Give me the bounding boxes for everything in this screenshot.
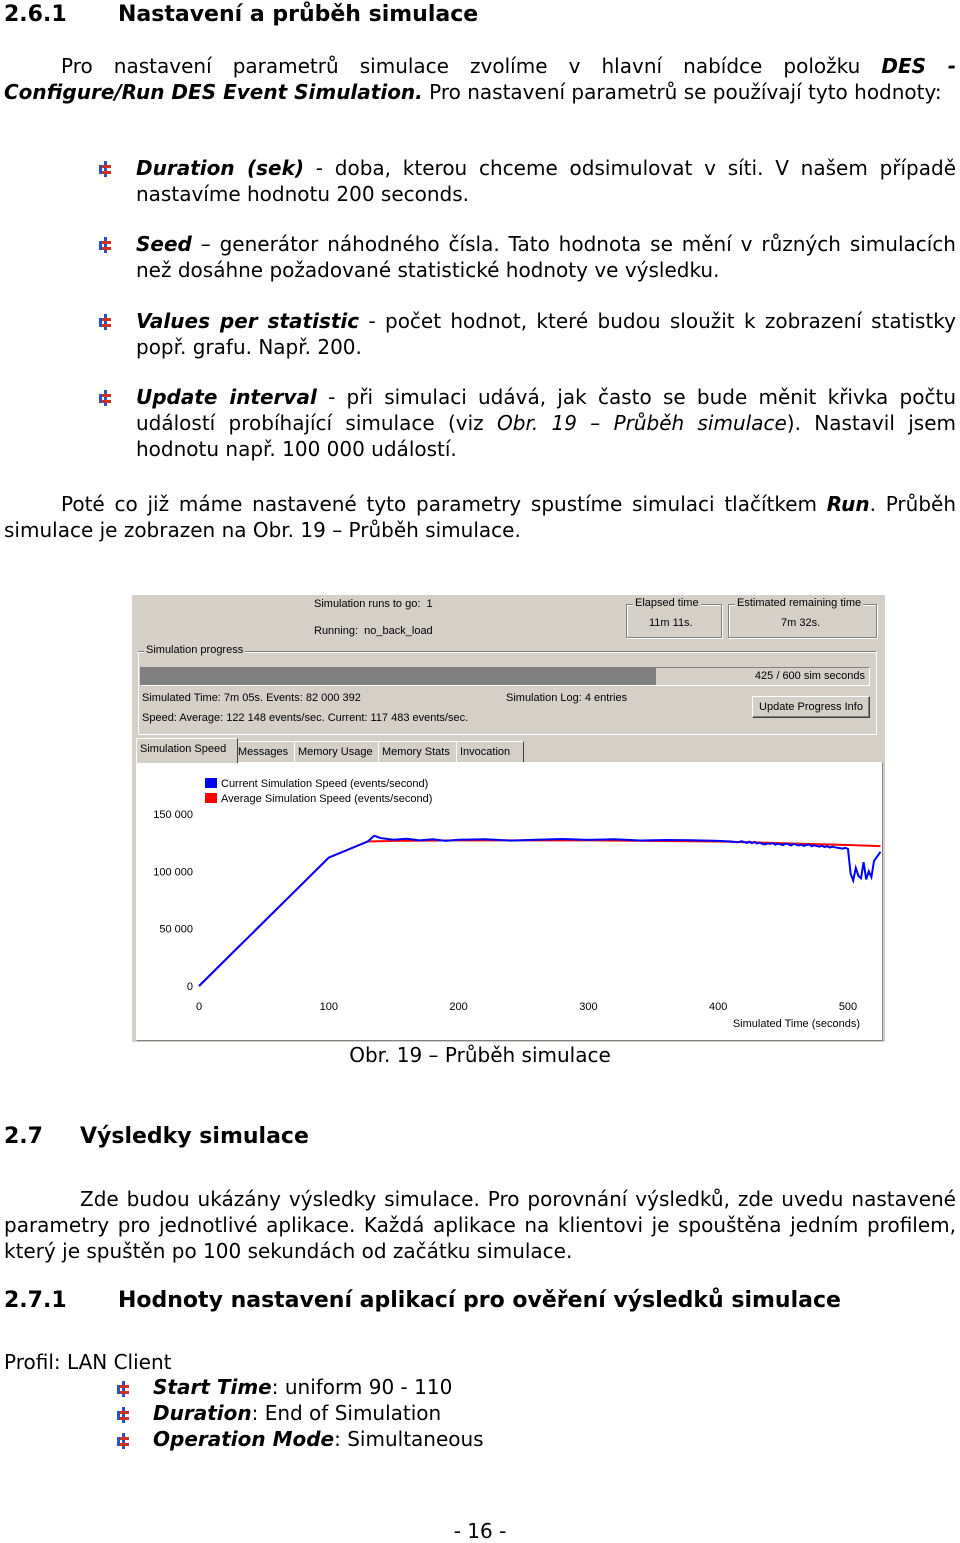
tab-messages[interactable]: Messages: [234, 741, 296, 763]
param-seed: [136, 231, 956, 283]
menu-path: DES - Configure/Run DES Event Simulation.: [4, 54, 956, 104]
simulated-time-events: Simulated Time: 7m 05s. Events: 82 000 392: [142, 692, 361, 704]
section-title: Hodnoty nastavení aplikací pro ověření výsledků simulace: [118, 1288, 841, 1313]
param-term: Values per statistic: [136, 309, 360, 333]
x-axis-label: Simulated Time (seconds): [732, 1018, 860, 1030]
y-tick-label: 50 000: [159, 923, 193, 936]
section-heading-2-7: [4, 1124, 309, 1149]
remaining-time-value: 7m 32s.: [781, 617, 821, 629]
running-profile: Running: no_back_load: [314, 625, 433, 637]
simulation-speed-readout: Speed: Average: 122 148 events/sec. Current: 117 483 events/sec.: [142, 712, 469, 724]
legend-label: Current Simulation Speed (events/second): [221, 778, 429, 790]
simulation-progress-group: Simulation progress: [138, 651, 876, 734]
progress-bar-fill: [141, 668, 656, 685]
section-number: 2.7: [4, 1124, 43, 1149]
tab-memory-stats[interactable]: Memory Stats: [378, 741, 458, 763]
bullet-icon: [98, 161, 114, 177]
x-tick-label: 200: [449, 1001, 468, 1013]
param-text-tail: ). Nastavil jsem hodnotu např. 100 000 událostí.: [136, 411, 956, 461]
tab-panel: [136, 762, 883, 1041]
simulation-window-screenshot: [132, 595, 885, 1042]
param-text: - počet hodnot, které budou sloužit k zobrazení statistky popř. grafu. Např. 200.: [136, 309, 956, 359]
section-heading-2-6-1: [4, 2, 478, 27]
profile-item-start-time: Start Time: uniform 90 - 110: [153, 1375, 453, 1399]
profile-label: Profil: LAN Client: [4, 1350, 172, 1374]
legend-swatch: [205, 793, 217, 803]
x-tick-label: 100: [319, 1001, 338, 1013]
remaining-time-box: Estimated remaining time 7m 32s.: [728, 604, 877, 638]
profile-item-duration: Duration: End of Simulation: [153, 1401, 442, 1425]
tab-invocation[interactable]: Invocation: [456, 741, 524, 763]
bullet-icon: [98, 314, 114, 330]
run-keyword: Run: [826, 492, 870, 516]
page-number: - 16 -: [453, 1519, 507, 1543]
legend-label: Average Simulation Speed (events/second): [221, 793, 433, 805]
run-paragraph: [4, 491, 956, 543]
bullet-icon: [116, 1381, 132, 1397]
section-title: Nastavení a průběh simulace: [118, 2, 479, 27]
figure-reference: Obr. 19 – Průběh simulace: [497, 411, 787, 435]
param-term: Update interval: [136, 385, 317, 409]
progress-bar: [140, 667, 870, 686]
run-text-2: . Průběh simulace je zobrazen na Obr. 19 – Průběh simulace.: [4, 492, 956, 542]
tab-memory-usage[interactable]: Memory Usage: [294, 741, 380, 763]
param-term: Duration (sek): [136, 156, 305, 180]
intro-paragraph: [4, 53, 956, 105]
param-update: [136, 384, 956, 462]
x-tick-label: 0: [195, 1001, 203, 1013]
bullet-icon: [116, 1433, 132, 1449]
legend-swatch: [205, 778, 217, 788]
speed-chart: [137, 763, 882, 1040]
intro-text: Pro nastavení parametrů simulace zvolíme v hlavní nabídce položku: [61, 54, 882, 78]
section-number: 2.7.1: [4, 1288, 67, 1313]
bullet-icon: [116, 1407, 132, 1423]
intro-text-2: Pro nastavení parametrů se používají tyto hodnoty:: [422, 80, 942, 104]
x-tick-label: 400: [709, 1001, 728, 1013]
elapsed-time-value: 11m 11s.: [649, 617, 693, 629]
y-tick-label: 0: [186, 981, 193, 993]
param-values: [136, 308, 956, 360]
tab-simulation-speed[interactable]: Simulation Speed: [136, 738, 238, 763]
param-term: Seed: [136, 232, 192, 256]
run-text: Poté co již máme nastavené tyto parametry spustíme simulaci tlačítkem: [61, 492, 827, 516]
bullet-icon: [98, 390, 114, 406]
simulation-log-link[interactable]: Simulation Log: 4 entries: [506, 692, 628, 704]
runs-to-go: Simulation runs to go: 1: [314, 598, 433, 610]
x-tick-label: 300: [579, 1001, 598, 1013]
profile-item-operation-mode: Operation Mode: Simultaneous: [153, 1427, 484, 1451]
param-duration: [136, 155, 956, 207]
section-heading-2-7-1: [4, 1288, 841, 1313]
y-tick-label: 100 000: [153, 866, 193, 879]
figure-caption: Obr. 19 – Průběh simulace: [349, 1043, 611, 1067]
progress-text: 425 / 600 sim seconds: [754, 670, 865, 682]
y-tick-label: 150 000: [153, 809, 193, 821]
param-text: – generátor náhodného čísla. Tato hodnota se mění v různých simulacích než dosáhne požadované statistické hodnoty ve výsledku.: [136, 232, 956, 282]
bullet-icon: [98, 237, 114, 253]
results-paragraph: Zde budou ukázány výsledky simulace. Pro porovnání výsledků, zde uvedu nastavené parametry pro jednotlivé aplikace. Každá aplikace na klientovi je spouštěna jedním profilem, který je spuštěn po 100 sekundách od začátku simulace.: [4, 1187, 956, 1263]
update-progress-info-button[interactable]: Update Progress Info: [752, 696, 870, 718]
param-text: - doba, kterou chceme odsimulovat v síti. V našem případě nastavíme hodnotu 200 seconds.: [136, 156, 957, 206]
param-text: - při simulaci udává, jak často se bude měnit křivka počtu událostí probíhající simulace (viz: [136, 385, 956, 435]
section-number: 2.6.1: [4, 2, 67, 27]
x-tick-label: 500: [838, 1001, 858, 1013]
section-title: Výsledky simulace: [80, 1124, 309, 1149]
elapsed-time-box: Elapsed time 11m 11s.: [626, 604, 722, 638]
